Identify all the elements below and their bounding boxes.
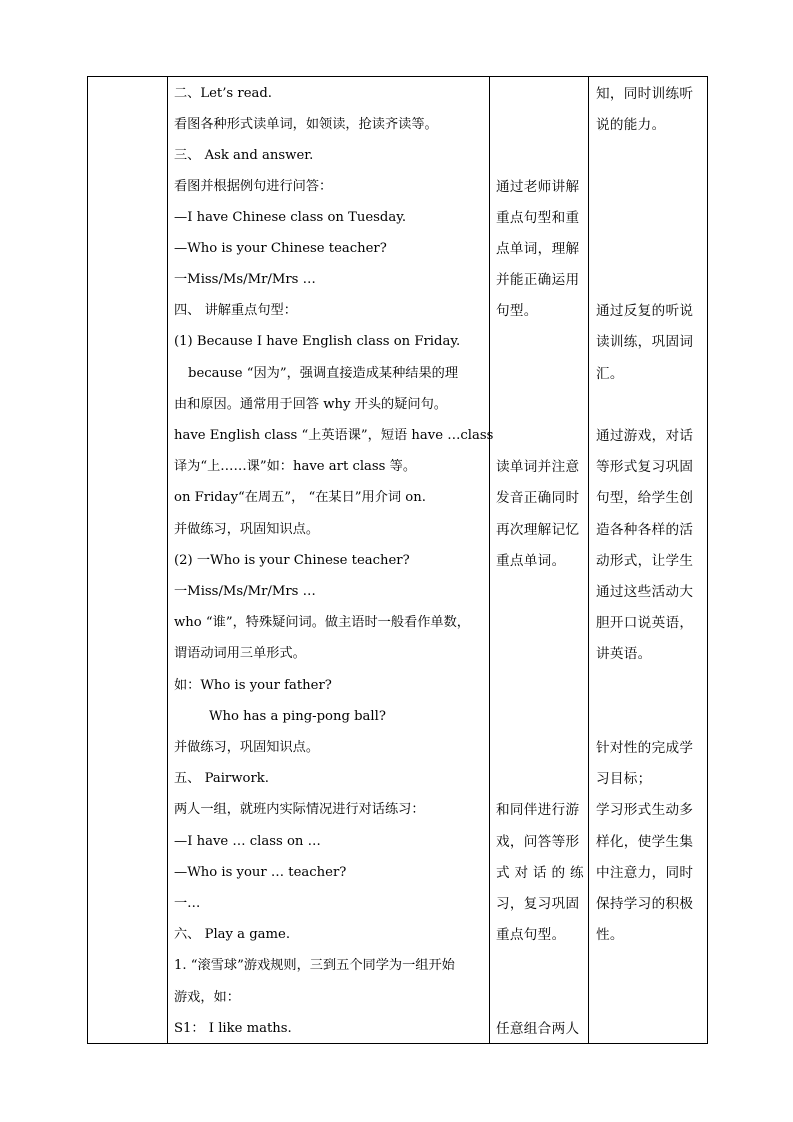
procedure-line: 谓语动词用三单形式。 — [174, 646, 306, 661]
step-column-cell — [88, 77, 168, 1044]
activity-line: 通过老师讲解 — [496, 179, 580, 195]
procedure-line: —I have Chinese class on Tuesday. — [174, 210, 407, 225]
procedure-line: 一Miss/Ms/Mr/Mrs … — [174, 272, 316, 287]
table-row — [88, 77, 708, 1044]
intent-line: 读训练，巩固词 — [596, 334, 694, 350]
intent-line: 通过这些活动大 — [596, 584, 694, 600]
procedure-line: 两人一组，就班内实际情况进行对话练习： — [174, 802, 425, 817]
activity-line: 戏，问答等形 — [496, 834, 580, 850]
procedure-line: 译为“上……课”如：have art class 等。 — [174, 459, 417, 474]
intent-line: 动形式，让学生 — [596, 553, 694, 569]
activity-line: 点单词，理解 — [496, 241, 580, 257]
activity-line: 句型。 — [496, 303, 538, 319]
procedure-line: 并做练习，巩固知识点。 — [174, 522, 320, 537]
intent-line: 保持学习的积极 — [596, 896, 694, 912]
activity-line: 式 对 话 的 练 — [496, 865, 584, 881]
procedure-line: 游戏，如： — [174, 990, 240, 1005]
procedure-line: 一… — [174, 896, 201, 911]
procedure-line: Who has a ping-pong ball? — [209, 709, 386, 724]
procedure-line: 并做练习，巩固知识点。 — [174, 740, 320, 755]
activity-line: 重点句型。 — [496, 927, 566, 943]
procedure-line: 看图并根据例句进行问答： — [174, 179, 333, 194]
student-activity-cell — [490, 77, 589, 1044]
intent-line: 说的能力。 — [596, 117, 666, 133]
intent-line: 句型，给学生创 — [596, 490, 694, 506]
intent-line: 造各种各样的活 — [596, 522, 694, 538]
intent-line: 汇。 — [596, 366, 624, 382]
procedure-line: 看图各种形式读单词，如领读，抢读齐读等。 — [174, 117, 438, 132]
intent-line: 知，同时训练听 — [596, 86, 694, 102]
procedure-line: 四、 讲解重点句型： — [174, 303, 297, 318]
procedure-line: 五、 Pairwork. — [174, 771, 269, 786]
procedure-line: S1： I like maths. — [174, 1021, 292, 1036]
intent-line: 胆开口说英语， — [596, 615, 694, 631]
lesson-plan-table — [87, 76, 708, 1044]
intent-line: 性。 — [596, 927, 624, 943]
intent-line: 学习形式生动多 — [596, 802, 694, 818]
procedure-line: 三、 Ask and answer. — [174, 148, 314, 163]
procedure-line: 一Miss/Ms/Mr/Mrs … — [174, 584, 316, 599]
activity-line: 重点句型和重 — [496, 210, 580, 226]
intent-line: 习目标； — [596, 771, 652, 787]
procedure-line: —I have … class on … — [174, 834, 321, 849]
procedure-line: 六、 Play a game. — [174, 927, 291, 942]
activity-line: 和同伴进行游 — [496, 802, 580, 818]
procedure-line: have English class “上英语课”，短语 have …class — [174, 428, 494, 443]
activity-line: 任意组合两人 — [496, 1021, 580, 1037]
activity-line: 并能正确运用 — [496, 272, 580, 288]
intent-line: 通过游戏，对话 — [596, 428, 694, 444]
procedure-line: because “因为”，强调直接造成某种结果的理 — [188, 366, 459, 381]
intent-line: 等形式复习巩固 — [596, 459, 694, 475]
procedure-line: 由和原因。通常用于回答 why 开头的疑问句。 — [174, 397, 447, 412]
intent-line: 通过反复的听说 — [596, 303, 694, 319]
procedure-line: 二、Let’s read. — [174, 86, 272, 101]
activity-line: 再次理解记忆 — [496, 522, 580, 538]
activity-line: 读单词并注意 — [496, 459, 580, 475]
teaching-procedure-cell — [168, 77, 494, 1044]
intent-line: 针对性的完成学 — [596, 740, 694, 756]
procedure-line: 1. “滚雪球”游戏规则，三到五个同学为一组开始 — [174, 958, 455, 973]
activity-line: 发音正确同时 — [496, 490, 580, 506]
design-intent-cell — [589, 77, 708, 1044]
procedure-line: (2) 一Who is your Chinese teacher? — [174, 553, 410, 568]
procedure-line: on Friday“在周五”， “在某日”用介词 on. — [174, 490, 426, 505]
procedure-line: (1) Because I have English class on Friday. — [174, 334, 461, 349]
intent-line: 中注意力，同时 — [596, 865, 694, 881]
activity-line: 习，复习巩固 — [496, 896, 580, 912]
intent-line: 样化，使学生集 — [596, 834, 694, 850]
procedure-line: —Who is your Chinese teacher? — [174, 241, 387, 256]
activity-line: 重点单词。 — [496, 553, 566, 569]
intent-line: 讲英语。 — [596, 646, 652, 662]
procedure-line: —Who is your … teacher? — [174, 865, 347, 880]
procedure-line: who “谁”，特殊疑问词。做主语时一般看作单数， — [174, 615, 470, 630]
procedure-line: 如：Who is your father? — [174, 678, 332, 693]
